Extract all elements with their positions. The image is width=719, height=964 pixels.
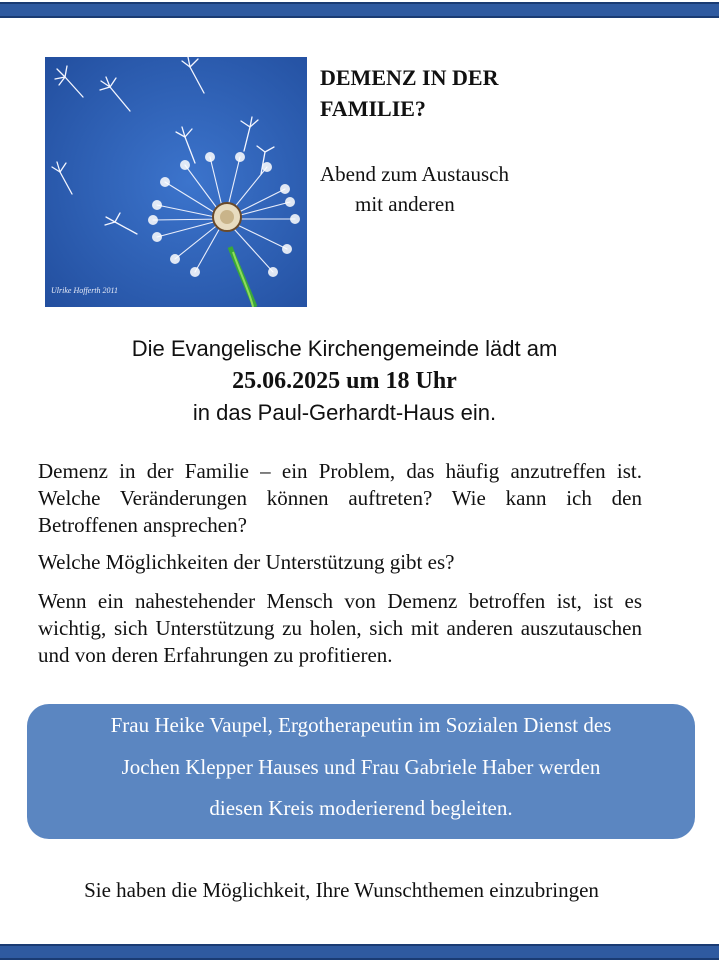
closing-note: Sie haben die Möglichkeit, Ihre Wunschthemen einzubringen bbox=[84, 878, 599, 902]
body-paragraph-1: Demenz in der Familie – ein Problem, das häufig anzutreffen ist. Welche Veränderungen können auftreten? Wie kann ich den Betroffenen ansprechen? bbox=[38, 459, 642, 537]
moderators-line-1: Frau Heike Vaupel, Ergotherapeutin im Sozialen Dienst des bbox=[110, 713, 612, 737]
moderators-line-2: Jochen Klepper Hauses und Frau Gabriele Haber werden bbox=[121, 755, 601, 779]
body-paragraph-2: Welche Möglichkeiten der Unterstützung gibt es? bbox=[38, 550, 455, 574]
page-title bbox=[320, 62, 650, 124]
dandelion-painting bbox=[45, 57, 307, 307]
body-paragraph-3: Wenn ein nahestehender Mensch von Demenz betroffen ist, ist es wichtig, sich Unterstützung zu holen, sich mit anderen auszutauschen und von deren Erfahrungen zu profitieren. bbox=[38, 589, 642, 667]
invitation-line-1: Die Evangelische Kirchengemeinde lädt am bbox=[131, 336, 558, 361]
painting-sky bbox=[45, 57, 307, 307]
moderators-line-3: diesen Kreis moderierend begleiten. bbox=[209, 796, 513, 820]
title-line-1: DEMENZ IN DER bbox=[320, 65, 499, 90]
event-date-time: 25.06.2025 um 18 Uhr bbox=[232, 368, 457, 394]
subtitle-line-1: Abend zum Austausch bbox=[320, 162, 509, 186]
subtitle-line-2: mit anderen bbox=[355, 192, 455, 216]
title-line-2: FAMILIE? bbox=[320, 96, 426, 121]
bottom-decorative-bar bbox=[0, 944, 719, 960]
painting-signature: Ulrike Hofferth 2011 bbox=[51, 286, 118, 295]
top-decorative-bar bbox=[0, 2, 719, 18]
invitation-line-3: in das Paul-Gerhardt-Haus ein. bbox=[192, 400, 497, 425]
